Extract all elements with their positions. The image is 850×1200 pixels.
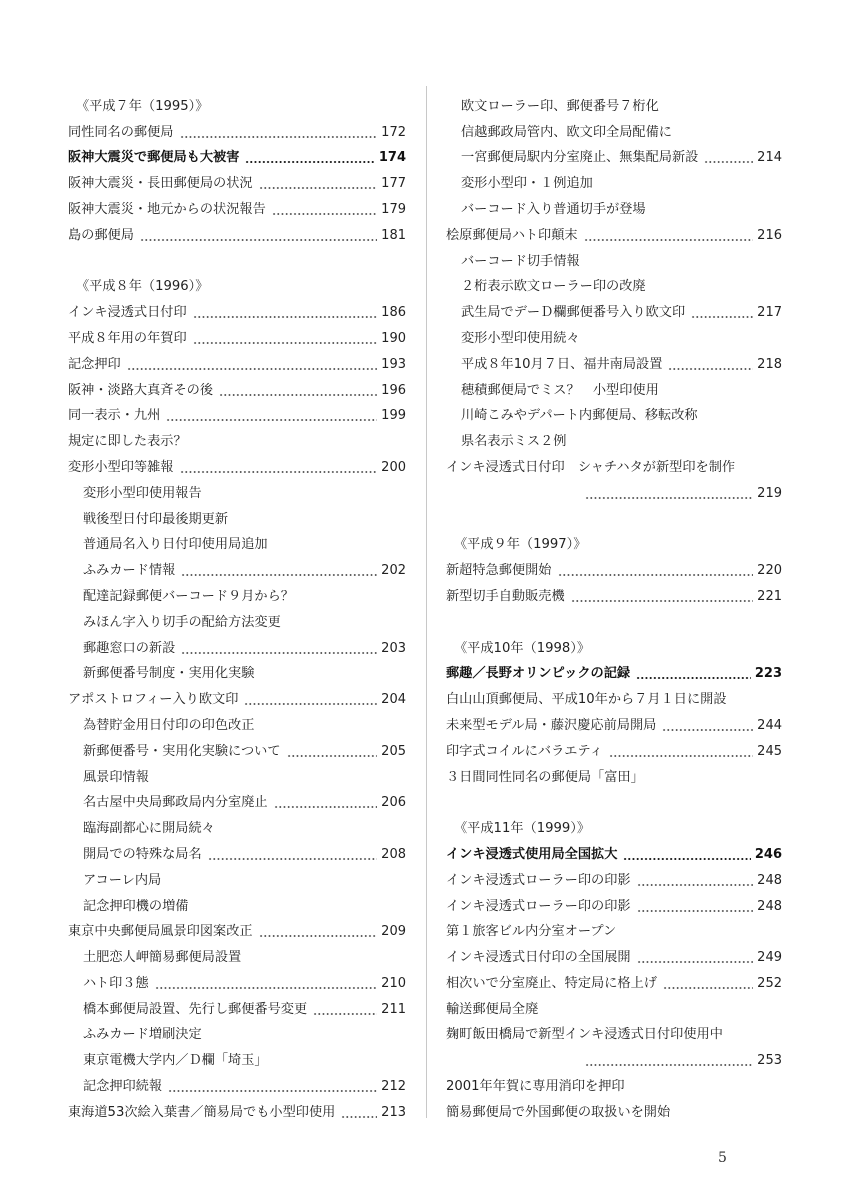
toc-entry bbox=[68, 1070, 406, 1096]
toc-page-number: 179 bbox=[381, 201, 406, 217]
toc-entry-title: 変形小型印等雑報 bbox=[68, 459, 174, 475]
toc-entry-title: 穂積郵便局でミス？ 小型印使用 bbox=[461, 382, 659, 398]
toc-entry bbox=[446, 554, 782, 580]
toc-entry-title: 配達記録郵便バーコード９月から？ bbox=[83, 588, 294, 604]
toc-entry bbox=[446, 967, 782, 993]
toc-entry-title: インキ浸透式ローラー印の印影 bbox=[446, 872, 631, 888]
toc-entry-title: 風景印情報 bbox=[83, 769, 149, 785]
toc-entry bbox=[68, 606, 406, 632]
toc-entry bbox=[68, 116, 406, 142]
section-heading-text: 《平成８年（1996）》 bbox=[76, 279, 209, 295]
section-heading bbox=[68, 271, 406, 297]
toc-entry-title: インキ浸透式日付印の全国展開 bbox=[446, 950, 631, 966]
dot-leader bbox=[704, 161, 753, 163]
toc-page-number: 249 bbox=[757, 950, 782, 966]
toc-entry-title: インキ浸透式ローラー印の印影 bbox=[446, 898, 631, 914]
toc-page-number: 200 bbox=[381, 459, 406, 475]
toc-entry-title: 川崎こみやデパート内郵便局、移転改称 bbox=[461, 408, 698, 424]
toc-entry bbox=[446, 941, 782, 967]
toc-page-number: 220 bbox=[757, 563, 782, 579]
toc-page-number: 244 bbox=[757, 717, 782, 733]
toc-entry bbox=[446, 993, 782, 1019]
toc-entry-title: 変形小型印使用続々 bbox=[461, 330, 580, 346]
toc-entry bbox=[446, 425, 782, 451]
toc-page-number: 217 bbox=[757, 305, 782, 321]
toc-entry bbox=[446, 451, 782, 477]
dot-leader bbox=[668, 368, 753, 370]
toc-entry bbox=[68, 1096, 406, 1122]
dot-leader bbox=[274, 806, 378, 808]
section-heading bbox=[446, 812, 782, 838]
toc-page-number: 199 bbox=[381, 408, 406, 424]
toc-entry-title: 臨海副都心に開局続々 bbox=[83, 821, 215, 837]
toc-entry bbox=[446, 219, 782, 245]
dot-leader bbox=[313, 1013, 377, 1015]
toc-page-number: 246 bbox=[754, 846, 782, 862]
toc-page-number: 214 bbox=[757, 150, 782, 166]
toc-entry-title: 同性同名の郵便局 bbox=[68, 124, 174, 140]
toc-entry bbox=[446, 658, 782, 684]
dot-leader bbox=[272, 213, 377, 215]
toc-entry-title: バーコード切手情報 bbox=[461, 253, 580, 269]
section-heading bbox=[68, 90, 406, 116]
toc-entry-title: 変形小型印使用報告 bbox=[83, 485, 202, 501]
toc-entry bbox=[68, 761, 406, 787]
dot-leader bbox=[637, 961, 754, 963]
toc-entry-title: 新型切手自動販売機 bbox=[446, 588, 565, 604]
toc-entry bbox=[68, 554, 406, 580]
toc-page-number: 209 bbox=[381, 924, 406, 940]
toc-page-number: 208 bbox=[381, 846, 406, 862]
toc-entry-title: 新郵便番号制度・実用化実験 bbox=[83, 666, 255, 682]
toc-page-number: 202 bbox=[381, 563, 406, 579]
toc-entry bbox=[68, 864, 406, 890]
toc-entry-title: 輸送郵便局全廃 bbox=[446, 1001, 539, 1017]
toc-entry-title: 為替貯金用日付印の印色改正 bbox=[83, 717, 255, 733]
section-heading-text: 《平成10年（1998）》 bbox=[454, 640, 591, 656]
dot-leader bbox=[244, 703, 377, 705]
dot-leader bbox=[287, 755, 378, 757]
toc-page-number: 196 bbox=[381, 382, 406, 398]
section-heading-text: 《平成７年（1995）》 bbox=[76, 98, 209, 114]
toc-entry bbox=[68, 425, 406, 451]
toc-page-number: 204 bbox=[381, 692, 406, 708]
toc-entry bbox=[68, 967, 406, 993]
toc-page-number: 193 bbox=[381, 356, 406, 372]
toc-entry bbox=[446, 580, 782, 606]
toc-entry bbox=[68, 167, 406, 193]
toc-page-number: 210 bbox=[381, 975, 406, 991]
toc-entry-title: 阪神・淡路大真斉その後 bbox=[68, 382, 214, 398]
section-spacer bbox=[446, 606, 782, 632]
toc-entry bbox=[446, 348, 782, 374]
dot-leader bbox=[259, 935, 378, 937]
toc-entry bbox=[446, 735, 782, 761]
toc-entry bbox=[446, 916, 782, 942]
toc-entry-title: 東京中央郵便局風景印図案改正 bbox=[68, 924, 253, 940]
page-number: 5 bbox=[718, 1150, 727, 1166]
dot-leader bbox=[571, 600, 753, 602]
toc-entry bbox=[446, 142, 782, 168]
toc-entry-title: 信越郵政局管内、欧文印全局配備に bbox=[461, 124, 672, 140]
dot-leader bbox=[637, 910, 754, 912]
toc-page-number: 172 bbox=[381, 124, 406, 140]
toc-entry-title: インキ浸透式使用局全国拡大 bbox=[446, 846, 618, 862]
toc-entry-title: ３日間同性同名の郵便局「富田」 bbox=[446, 769, 644, 785]
section-heading bbox=[446, 529, 782, 555]
dot-leader bbox=[691, 316, 753, 318]
toc-entry-title: 郵趣／長野オリンピックの記録 bbox=[446, 666, 631, 682]
toc-entry bbox=[68, 580, 406, 606]
dot-leader bbox=[180, 471, 378, 473]
toc-entry bbox=[68, 503, 406, 529]
toc-entry-title: アコーレ内局 bbox=[83, 872, 162, 888]
toc-entry-title: 記念押印続報 bbox=[83, 1079, 163, 1095]
toc-entry-title: 武生局でデーＤ欄郵便番号入り欧文印 bbox=[461, 305, 686, 321]
toc-page-number: 203 bbox=[381, 640, 406, 656]
toc-page-number: 190 bbox=[381, 330, 406, 346]
toc-entry-title: 橋本郵便局設置、先行し郵便番号変更 bbox=[83, 1001, 308, 1017]
dot-leader bbox=[140, 239, 377, 241]
toc-entry-title: 土肥恋人岬簡易郵便局設置 bbox=[83, 950, 242, 966]
dot-leader bbox=[180, 136, 378, 138]
toc-entry bbox=[446, 167, 782, 193]
toc-entry bbox=[446, 271, 782, 297]
toc-entry-title: 開局での特殊な局名 bbox=[83, 846, 202, 862]
toc-entry-title: 郵趣窓口の新設 bbox=[83, 640, 176, 656]
toc-page-continuation bbox=[446, 1044, 782, 1070]
toc-page-number: 218 bbox=[757, 356, 782, 372]
toc-page-number: 248 bbox=[757, 898, 782, 914]
toc-column-right bbox=[446, 90, 782, 1122]
toc-entry bbox=[68, 322, 406, 348]
toc-entry bbox=[68, 683, 406, 709]
toc-entry-title: 名古屋中央局郵政局内分室廃止 bbox=[83, 795, 268, 811]
toc-entry-title: インキ浸透式日付印 シャチハタが新型印を制作 bbox=[446, 459, 736, 475]
toc-entry bbox=[68, 941, 406, 967]
dot-leader bbox=[181, 652, 377, 654]
toc-page-number: 245 bbox=[757, 743, 782, 759]
toc-entry bbox=[68, 787, 406, 813]
toc-entry-title: インキ浸透式日付印 bbox=[68, 305, 187, 321]
toc-entry-title: 未来型モデル局・藤沢慶応前局開局 bbox=[446, 717, 657, 733]
toc-entry-title: 印字式コイルにバラエティ bbox=[446, 743, 603, 759]
dot-leader bbox=[127, 368, 377, 370]
toc-entry-title: バーコード入り普通切手が登場 bbox=[461, 201, 646, 217]
toc-entry bbox=[446, 683, 782, 709]
dot-leader bbox=[168, 1090, 377, 1092]
toc-entry bbox=[68, 193, 406, 219]
toc-entry-title: 桧原郵便局ハト印顛末 bbox=[446, 227, 578, 243]
dot-leader bbox=[193, 342, 377, 344]
toc-page-number: 206 bbox=[381, 795, 406, 811]
toc-entry bbox=[446, 90, 782, 116]
toc-entry bbox=[68, 529, 406, 555]
toc-entry-title: 記念押印 bbox=[68, 356, 121, 372]
toc-entry-title: 東海道53次絵入葉書／簡易局でも小型印使用 bbox=[68, 1104, 336, 1120]
toc-entry-title: 戦後型日付印最後期更新 bbox=[83, 511, 229, 527]
toc-entry bbox=[68, 993, 406, 1019]
toc-entry-title: 第１旅客ビル内分室オープン bbox=[446, 924, 617, 940]
toc-entry bbox=[446, 1096, 782, 1122]
dot-leader bbox=[623, 858, 750, 860]
section-heading bbox=[446, 632, 782, 658]
toc-entry bbox=[68, 812, 406, 838]
toc-page-number: 174 bbox=[378, 150, 406, 166]
toc-page-number: 216 bbox=[757, 227, 782, 243]
toc-entry-title: 東京電機大学内／Ｄ欄「埼玉」 bbox=[83, 1053, 268, 1069]
toc-entry bbox=[68, 142, 406, 168]
toc-entry bbox=[446, 400, 782, 426]
toc-entry-title: 同一表示・九州 bbox=[68, 408, 161, 424]
toc-entry bbox=[446, 890, 782, 916]
toc-entry bbox=[446, 864, 782, 890]
section-spacer bbox=[446, 787, 782, 813]
toc-entry-title: 新超特急郵便開始 bbox=[446, 563, 552, 579]
dot-leader bbox=[193, 316, 377, 318]
dot-leader bbox=[637, 884, 754, 886]
toc-entry-title: 普通局名入り日付印使用局追加 bbox=[83, 537, 268, 553]
toc-entry bbox=[68, 735, 406, 761]
toc-page-continuation bbox=[446, 477, 782, 503]
toc-entry bbox=[68, 296, 406, 322]
toc-entry-title: 平成８年10月７日、福井南局設置 bbox=[461, 356, 663, 372]
toc-entry-title: 2001年年賀に専用消印を押印 bbox=[446, 1079, 625, 1095]
toc-entry-title: 変形小型印・１例追加 bbox=[461, 176, 593, 192]
toc-entry bbox=[68, 838, 406, 864]
dot-leader bbox=[181, 574, 377, 576]
toc-entry-title: 島の郵便局 bbox=[68, 227, 134, 243]
toc-entry-title: 平成８年用の年賀印 bbox=[68, 330, 187, 346]
toc-entry bbox=[68, 1044, 406, 1070]
toc-entry bbox=[68, 709, 406, 735]
dot-leader bbox=[609, 755, 753, 757]
toc-entry bbox=[446, 1070, 782, 1096]
toc-page-number: 212 bbox=[381, 1079, 406, 1095]
toc-entry bbox=[68, 916, 406, 942]
toc-entry bbox=[446, 296, 782, 322]
toc-entry-title: 欧文ローラー印、郵便番号７桁化 bbox=[461, 98, 659, 114]
toc-page-number: 253 bbox=[757, 1053, 782, 1069]
toc-entry-title: 阪神大震災で郵便局も大被害 bbox=[68, 150, 240, 166]
toc-entry bbox=[446, 193, 782, 219]
dot-leader bbox=[662, 729, 753, 731]
toc-entry bbox=[446, 709, 782, 735]
section-spacer bbox=[446, 503, 782, 529]
toc-page-number: 213 bbox=[381, 1104, 406, 1120]
toc-entry-title: 新郵便番号・実用化実験について bbox=[83, 743, 281, 759]
toc-entry-title: 簡易郵便局で外国郵便の取扱いを開始 bbox=[446, 1104, 671, 1120]
toc-entry-title: ２桁表示欧文ローラー印の改廃 bbox=[461, 279, 646, 295]
toc-entry bbox=[68, 374, 406, 400]
toc-page-number: 205 bbox=[381, 743, 406, 759]
toc-entry-title: 一宮郵便局駅内分室廃止、無集配局新設 bbox=[461, 150, 699, 166]
dot-leader bbox=[341, 1116, 377, 1118]
toc-page-number: 248 bbox=[757, 872, 782, 888]
toc-entry bbox=[68, 451, 406, 477]
toc-entry-title: みほん字入り切手の配給方法変更 bbox=[83, 614, 281, 630]
section-heading-text: 《平成９年（1997）》 bbox=[454, 537, 587, 553]
toc-page-number: 219 bbox=[757, 485, 782, 501]
toc-page-number: 186 bbox=[381, 305, 406, 321]
dot-leader bbox=[558, 574, 754, 576]
dot-leader bbox=[166, 419, 377, 421]
dot-leader bbox=[208, 858, 377, 860]
toc-entry bbox=[446, 245, 782, 271]
toc-entry bbox=[68, 632, 406, 658]
toc-entry-title: 麹町飯田橋局で新型インキ浸透式日付印使用中 bbox=[446, 1027, 723, 1043]
toc-entry bbox=[446, 1019, 782, 1045]
toc-entry-title: 相次いで分室廃止、特定局に格上げ bbox=[446, 975, 657, 991]
dot-leader bbox=[245, 161, 374, 163]
toc-entry-title: ハト印３態 bbox=[83, 975, 149, 991]
toc-entry bbox=[68, 400, 406, 426]
toc-page-number: 211 bbox=[381, 1001, 406, 1017]
toc-entry bbox=[446, 838, 782, 864]
toc-page-number: 223 bbox=[754, 666, 782, 682]
dot-leader bbox=[219, 394, 377, 396]
toc-entry bbox=[68, 1019, 406, 1045]
dot-leader bbox=[585, 1064, 753, 1066]
dot-leader bbox=[636, 677, 751, 679]
toc-entry-title: ふみカード情報 bbox=[83, 563, 176, 579]
toc-entry bbox=[68, 219, 406, 245]
toc-entry-title: 阪神大震災・地元からの状況報告 bbox=[68, 201, 266, 217]
toc-entry-title: 白山山頂郵便局、平成10年から７月１日に開設 bbox=[446, 692, 727, 708]
dot-leader bbox=[584, 239, 754, 241]
toc-entry bbox=[68, 348, 406, 374]
toc-entry-title: 記念押印機の増備 bbox=[83, 898, 189, 914]
toc-entry bbox=[446, 374, 782, 400]
toc-entry bbox=[446, 116, 782, 142]
toc-entry bbox=[68, 477, 406, 503]
toc-page-number: 181 bbox=[381, 227, 406, 243]
toc-column-left bbox=[68, 90, 406, 1122]
toc-entry-title: 県名表示ミス２例 bbox=[461, 434, 567, 450]
section-spacer bbox=[68, 245, 406, 271]
toc-entry bbox=[446, 761, 782, 787]
section-heading-text: 《平成11年（1999）》 bbox=[454, 821, 591, 837]
column-divider bbox=[426, 86, 427, 1118]
dot-leader bbox=[663, 987, 753, 989]
toc-page-number: 221 bbox=[757, 588, 782, 604]
toc-page-number: 177 bbox=[381, 176, 406, 192]
toc-entry bbox=[68, 658, 406, 684]
toc-entry-title: アポストロフィー入り欧文印 bbox=[68, 692, 239, 708]
toc-entry-title: 規定に即した表示？ bbox=[68, 434, 187, 450]
toc-entry bbox=[68, 890, 406, 916]
toc-entry bbox=[446, 322, 782, 348]
dot-leader bbox=[585, 497, 753, 499]
dot-leader bbox=[155, 987, 377, 989]
toc-entry-title: ふみカード増刷決定 bbox=[83, 1027, 202, 1043]
dot-leader bbox=[259, 187, 378, 189]
toc-entry-title: 阪神大震災・長田郵便局の状況 bbox=[68, 176, 253, 192]
toc-page-number: 252 bbox=[757, 975, 782, 991]
